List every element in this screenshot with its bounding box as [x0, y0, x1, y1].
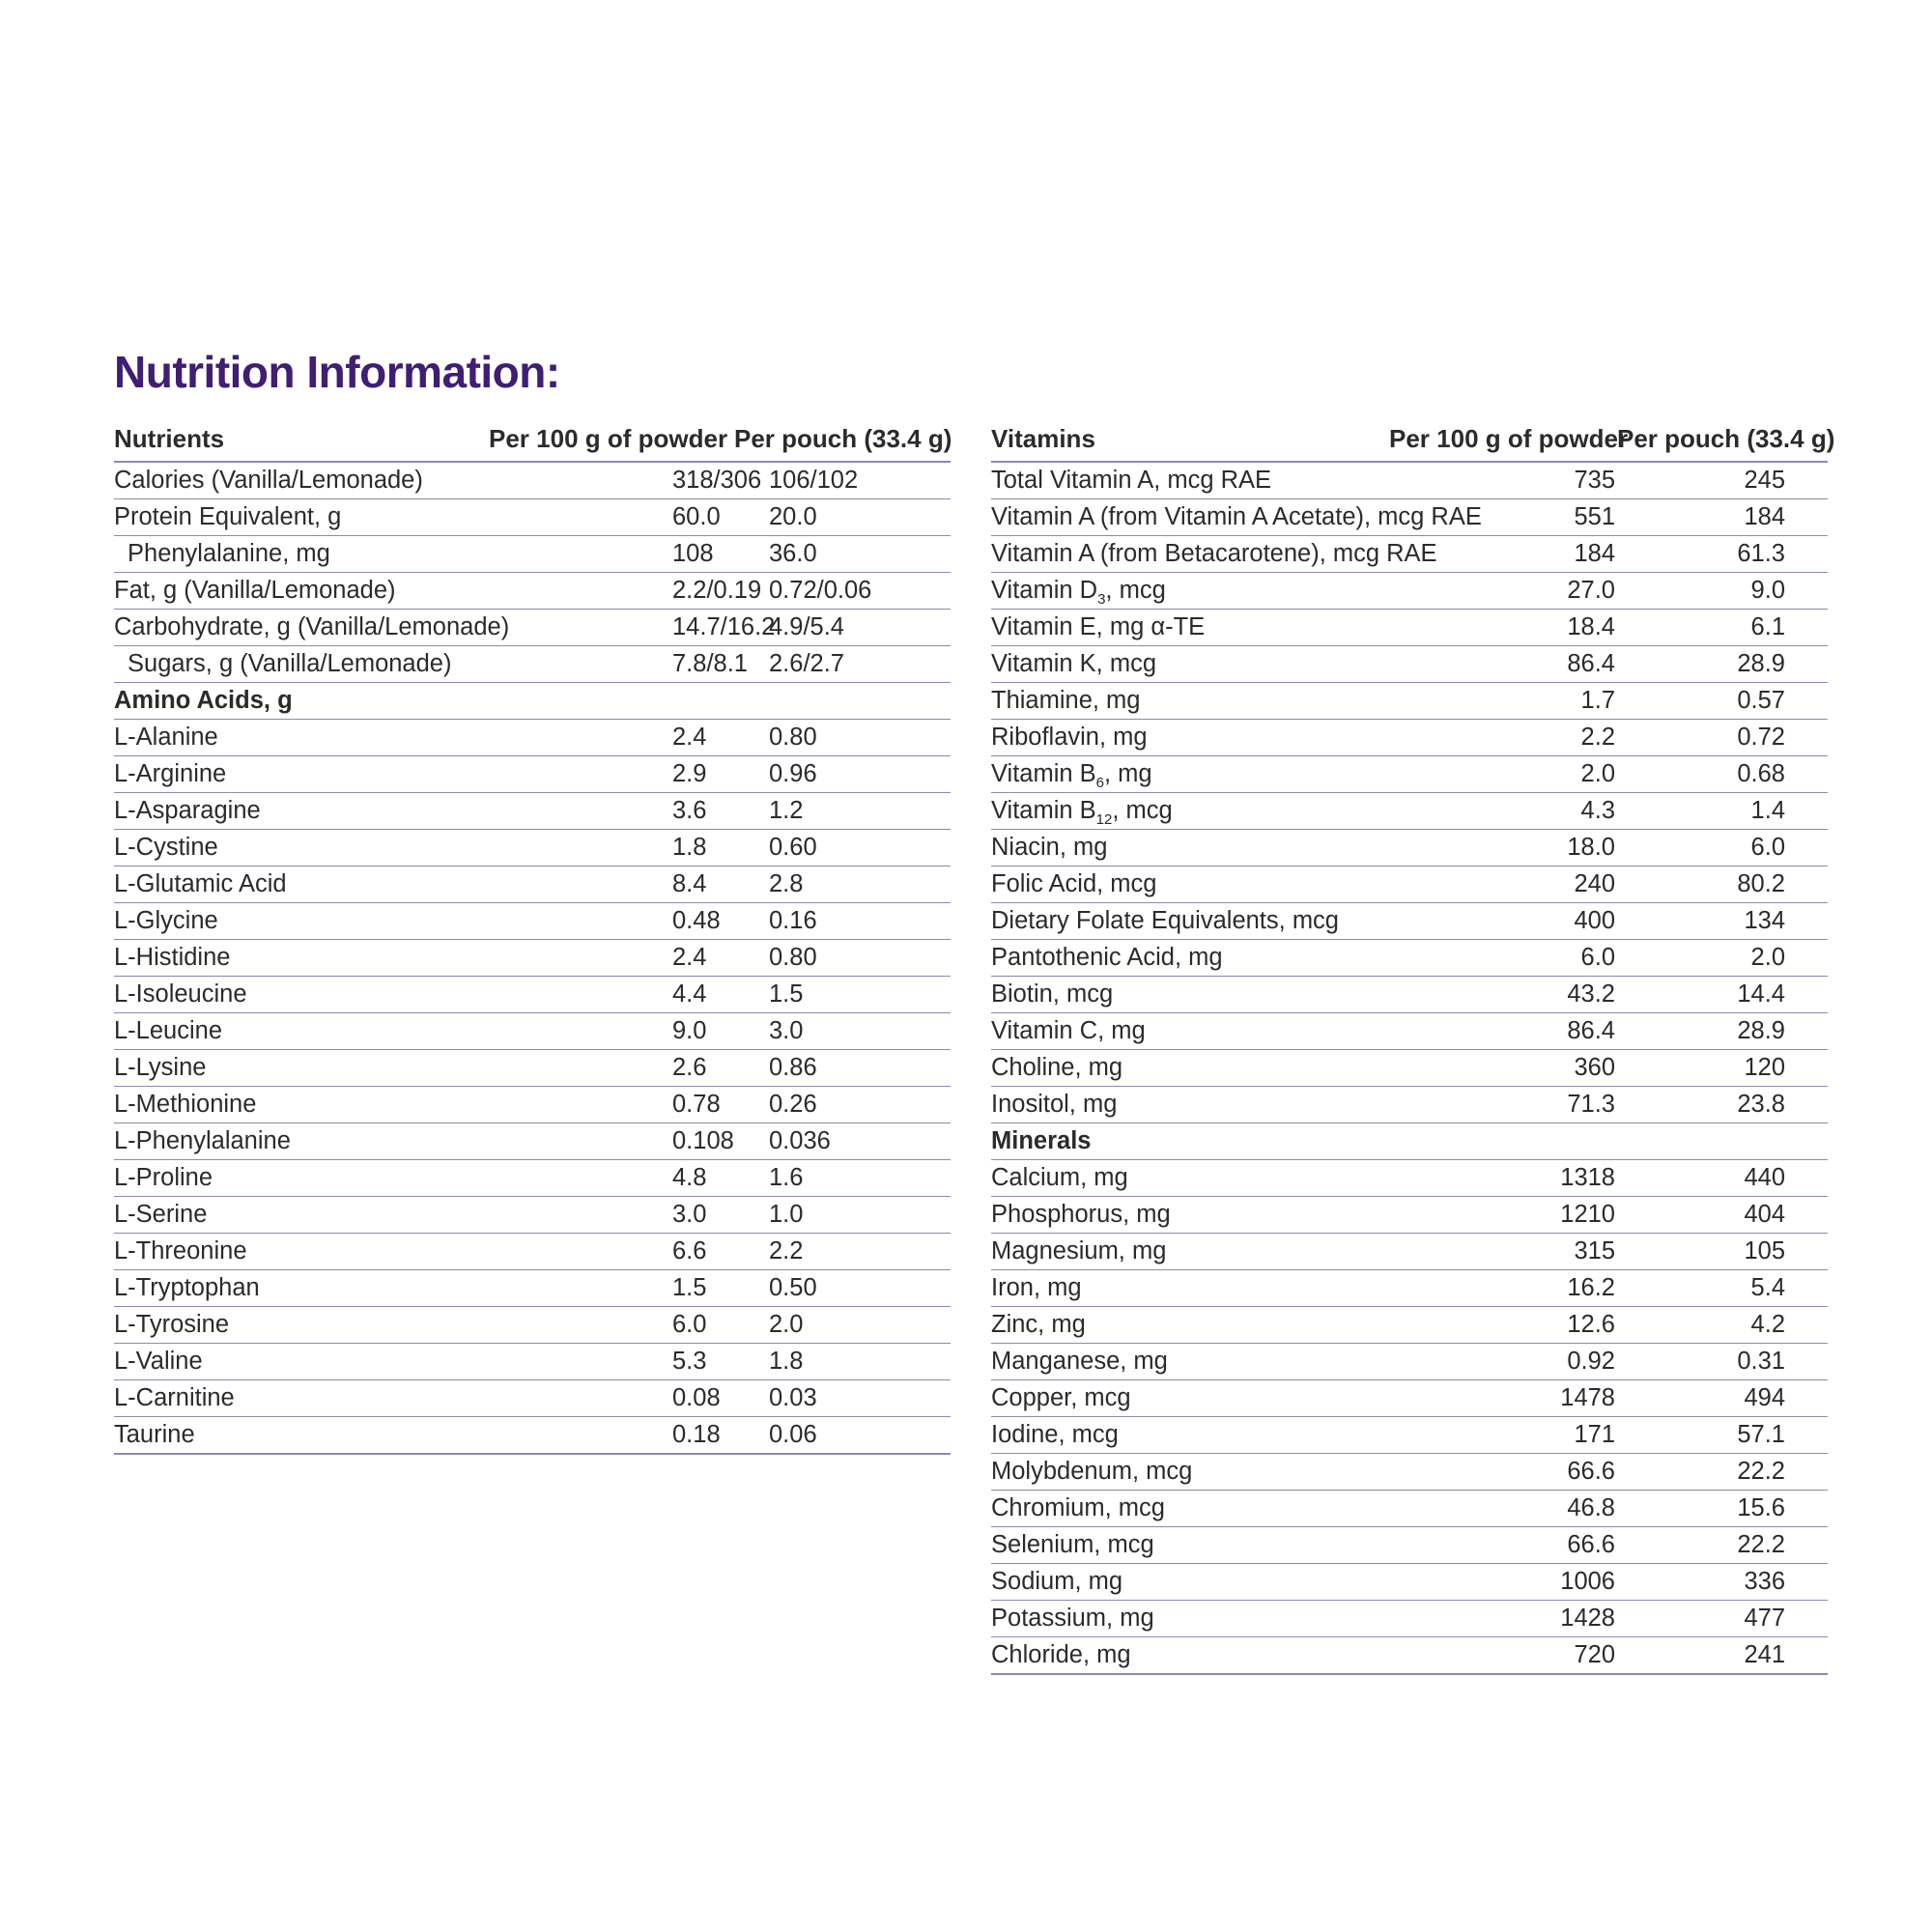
table-row	[114, 1013, 951, 1050]
table-row	[114, 1270, 951, 1307]
table-row	[991, 1344, 1828, 1380]
nutrient-label: Vitamin E, mg α-TE	[991, 610, 1323, 646]
nutrient-label: L-Proline	[114, 1160, 489, 1197]
table-row	[114, 1307, 951, 1344]
per-pouch-value: 245	[1615, 462, 1828, 499]
table-row	[991, 1123, 1828, 1160]
table-row	[991, 1491, 1828, 1527]
nutrient-label: L-Lysine	[114, 1050, 489, 1087]
per-pouch-value: 1.6	[734, 1160, 951, 1197]
table-row	[991, 867, 1828, 903]
nutrient-label: Vitamin A (from Vitamin A Acetate), mcg RAE	[991, 499, 1323, 536]
nutrient-label: Fat, g (Vanilla/Lemonade)	[114, 573, 489, 610]
per-pouch-value: 0.80	[734, 940, 951, 977]
nutrient-label: L-Tyrosine	[114, 1307, 489, 1344]
per-100g-value: 720	[1323, 1637, 1615, 1675]
per-pouch-value: 0.86	[734, 1050, 951, 1087]
per-100g-value: 16.2	[1323, 1270, 1615, 1307]
table-row	[991, 610, 1828, 646]
table-row	[991, 1160, 1828, 1197]
table-row	[114, 462, 951, 499]
table-row	[114, 1087, 951, 1123]
per-pouch-value: 20.0	[734, 499, 951, 536]
per-100g-value: 2.4	[489, 940, 734, 977]
nutrient-label: L-Phenylalanine	[114, 1123, 489, 1160]
per-100g-value: 2.2/0.19	[489, 573, 734, 610]
per-100g-value: 184	[1323, 536, 1615, 573]
vitamins-header-row	[991, 417, 1828, 462]
nutrient-label: Calcium, mg	[991, 1160, 1323, 1197]
per-pouch-value: 120	[1615, 1050, 1828, 1087]
per-100g-value: 3.0	[489, 1197, 734, 1234]
per-100g-value: 5.3	[489, 1344, 734, 1380]
nutrients-header-row	[114, 417, 951, 462]
per-100g-value: 12.6	[1323, 1307, 1615, 1344]
per-pouch-value: 22.2	[1615, 1527, 1828, 1564]
table-row	[991, 1270, 1828, 1307]
per-pouch-value: 61.3	[1615, 536, 1828, 573]
nutrient-label: Iron, mg	[991, 1270, 1323, 1307]
table-row	[991, 977, 1828, 1013]
per-100g-value: 1428	[1323, 1601, 1615, 1637]
per-100g-value: 1210	[1323, 1197, 1615, 1234]
section-heading: Minerals	[991, 1123, 1323, 1160]
nutrient-label: Iodine, mcg	[991, 1417, 1323, 1454]
per-100g-value: 4.8	[489, 1160, 734, 1197]
per-pouch-value: 0.16	[734, 903, 951, 940]
per-100g-value: 18.4	[1323, 610, 1615, 646]
per-pouch-value: 2.2	[734, 1234, 951, 1270]
per-pouch-value: 404	[1615, 1197, 1828, 1234]
per-pouch-value: 0.72	[1615, 720, 1828, 756]
per-100g-value	[489, 683, 734, 720]
per-100g-value: 6.0	[489, 1307, 734, 1344]
nutrient-label: Selenium, mcg	[991, 1527, 1323, 1564]
per-pouch-value: 6.0	[1615, 830, 1828, 867]
nutrient-label: Taurine	[114, 1417, 489, 1455]
per-100g-value: 400	[1323, 903, 1615, 940]
per-100g-value: 86.4	[1323, 1013, 1615, 1050]
per-pouch-value: 57.1	[1615, 1417, 1828, 1454]
per-100g-value: 0.108	[489, 1123, 734, 1160]
per-pouch-value: 2.0	[734, 1307, 951, 1344]
per-100g-value: 2.0	[1323, 756, 1615, 793]
per-pouch-value: 4.9/5.4	[734, 610, 951, 646]
per-100g-value: 0.92	[1323, 1344, 1615, 1380]
per-pouch-value: 0.72/0.06	[734, 573, 951, 610]
nutrient-label: Vitamin $B_6$, mg	[991, 756, 1323, 793]
nutrient-label: Vitamin $D_3$, mcg	[991, 573, 1323, 610]
per-100g-value: 3.6	[489, 793, 734, 830]
nutrient-label: L-Carnitine	[114, 1380, 489, 1417]
per-100g-value: 2.9	[489, 756, 734, 793]
nutrient-label: L-Methionine	[114, 1087, 489, 1123]
per-100g-value: 1.8	[489, 830, 734, 867]
per-100g-value: 360	[1323, 1050, 1615, 1087]
table-row	[114, 830, 951, 867]
nutrient-label: L-Histidine	[114, 940, 489, 977]
per-pouch-value: 22.2	[1615, 1454, 1828, 1491]
per-pouch-value: 1.8	[734, 1344, 951, 1380]
column-header-per-pouch: Per pouch (33.4 g)	[1615, 417, 1828, 462]
per-pouch-value: 336	[1615, 1564, 1828, 1601]
nutrient-label: Carbohydrate, g (Vanilla/Lemonade)	[114, 610, 489, 646]
per-pouch-value: 477	[1615, 1601, 1828, 1637]
nutrient-label: Choline, mg	[991, 1050, 1323, 1087]
table-row	[114, 720, 951, 756]
table-row	[991, 793, 1828, 830]
per-pouch-value: 1.0	[734, 1197, 951, 1234]
table-row	[114, 499, 951, 536]
per-pouch-value: 80.2	[1615, 867, 1828, 903]
table-row	[114, 573, 951, 610]
per-100g-value: 315	[1323, 1234, 1615, 1270]
column-header-nutrients: Nutrients	[114, 417, 489, 462]
nutrient-label: Riboflavin, mg	[991, 720, 1323, 756]
per-100g-value: 108	[489, 536, 734, 573]
nutrient-label: L-Glutamic Acid	[114, 867, 489, 903]
per-100g-value: 551	[1323, 499, 1615, 536]
nutrient-label: Chloride, mg	[991, 1637, 1323, 1675]
table-row	[991, 830, 1828, 867]
nutrient-label: Molybdenum, mcg	[991, 1454, 1323, 1491]
nutrient-label: Dietary Folate Equivalents, mcg	[991, 903, 1323, 940]
per-pouch-value	[734, 683, 951, 720]
table-row	[991, 1234, 1828, 1270]
nutrient-label: Potassium, mg	[991, 1601, 1323, 1637]
nutrient-label: Chromium, mcg	[991, 1491, 1323, 1527]
per-100g-value: 2.6	[489, 1050, 734, 1087]
nutrient-label: L-Valine	[114, 1344, 489, 1380]
per-100g-value: 66.6	[1323, 1527, 1615, 1564]
column-header-per-100g: Per 100 g of powder	[1323, 417, 1615, 462]
table-row	[114, 646, 951, 683]
per-100g-value: 8.4	[489, 867, 734, 903]
nutrient-label: L-Isoleucine	[114, 977, 489, 1013]
per-100g-value: 1.5	[489, 1270, 734, 1307]
table-row	[114, 683, 951, 720]
per-100g-value: 1006	[1323, 1564, 1615, 1601]
per-100g-value: 735	[1323, 462, 1615, 499]
nutrient-label: Niacin, mg	[991, 830, 1323, 867]
per-pouch-value: 0.03	[734, 1380, 951, 1417]
per-100g-value: 14.7/16.2	[489, 610, 734, 646]
table-row	[991, 683, 1828, 720]
per-pouch-value: 2.0	[1615, 940, 1828, 977]
per-100g-value: 18.0	[1323, 830, 1615, 867]
per-pouch-value: 2.8	[734, 867, 951, 903]
table-row	[991, 1087, 1828, 1123]
table-row	[991, 756, 1828, 793]
nutrient-label: Protein Equivalent, g	[114, 499, 489, 536]
table-row	[114, 1417, 951, 1455]
per-pouch-value: 28.9	[1615, 1013, 1828, 1050]
per-100g-value: 171	[1323, 1417, 1615, 1454]
per-pouch-value: 241	[1615, 1637, 1828, 1675]
per-pouch-value: 1.4	[1615, 793, 1828, 830]
nutrient-label: Copper, mcg	[991, 1380, 1323, 1417]
per-100g-value: 71.3	[1323, 1087, 1615, 1123]
nutrient-label: Calories (Vanilla/Lemonade)	[114, 462, 489, 499]
per-pouch-value: 36.0	[734, 536, 951, 573]
per-pouch-value: 494	[1615, 1380, 1828, 1417]
table-row	[991, 1050, 1828, 1087]
table-row	[991, 1454, 1828, 1491]
table-row	[991, 646, 1828, 683]
nutrient-label: L-Glycine	[114, 903, 489, 940]
table-row	[114, 536, 951, 573]
per-pouch-value: 0.60	[734, 830, 951, 867]
table-row	[114, 1344, 951, 1380]
table-row	[114, 1050, 951, 1087]
per-pouch-value: 0.80	[734, 720, 951, 756]
table-row	[991, 1637, 1828, 1675]
nutrient-label: L-Threonine	[114, 1234, 489, 1270]
table-row	[991, 940, 1828, 977]
table-row	[991, 536, 1828, 573]
table-row	[114, 867, 951, 903]
table-row	[114, 1197, 951, 1234]
table-row	[114, 977, 951, 1013]
per-100g-value: 1478	[1323, 1380, 1615, 1417]
nutrient-label: Sodium, mg	[991, 1564, 1323, 1601]
per-100g-value: 0.08	[489, 1380, 734, 1417]
per-pouch-value: 0.31	[1615, 1344, 1828, 1380]
per-pouch-value: 2.6/2.7	[734, 646, 951, 683]
per-100g-value: 66.6	[1323, 1454, 1615, 1491]
table-row	[991, 1527, 1828, 1564]
nutrient-label: Magnesium, mg	[991, 1234, 1323, 1270]
column-header-per-pouch: Per pouch (33.4 g)	[734, 417, 951, 462]
column-header-per-100g: Per 100 g of powder	[489, 417, 734, 462]
per-100g-value: 46.8	[1323, 1491, 1615, 1527]
nutrient-label: Folic Acid, mcg	[991, 867, 1323, 903]
per-100g-value: 2.2	[1323, 720, 1615, 756]
per-100g-value: 1.7	[1323, 683, 1615, 720]
nutrient-label: Vitamin K, mcg	[991, 646, 1323, 683]
nutrient-label: Vitamin $B_{12}$, mcg	[991, 793, 1323, 830]
table-row	[114, 793, 951, 830]
nutrient-label: Biotin, mcg	[991, 977, 1323, 1013]
nutrient-label: Sugars, g (Vanilla/Lemonade)	[114, 646, 489, 683]
per-pouch-value: 184	[1615, 499, 1828, 536]
per-100g-value: 0.48	[489, 903, 734, 940]
per-pouch-value: 0.96	[734, 756, 951, 793]
per-pouch-value: 28.9	[1615, 646, 1828, 683]
per-100g-value: 4.4	[489, 977, 734, 1013]
per-pouch-value: 15.6	[1615, 1491, 1828, 1527]
page-title: Nutrition Information:	[114, 347, 560, 397]
nutrient-label: Vitamin A (from Betacarotene), mcg RAE	[991, 536, 1323, 573]
per-100g-value: 6.6	[489, 1234, 734, 1270]
nutrient-label: Inositol, mg	[991, 1087, 1323, 1123]
table-row	[114, 940, 951, 977]
per-pouch-value: 0.50	[734, 1270, 951, 1307]
per-100g-value: 0.18	[489, 1417, 734, 1455]
per-100g-value: 6.0	[1323, 940, 1615, 977]
nutrients-table	[114, 417, 951, 1455]
table-row	[114, 1160, 951, 1197]
table-row	[991, 1601, 1828, 1637]
table-row	[114, 756, 951, 793]
nutrient-label: L-Tryptophan	[114, 1270, 489, 1307]
per-pouch-value: 23.8	[1615, 1087, 1828, 1123]
nutrient-label: Pantothenic Acid, mg	[991, 940, 1323, 977]
per-pouch-value: 105	[1615, 1234, 1828, 1270]
per-100g-value: 0.78	[489, 1087, 734, 1123]
nutrient-label: Thiamine, mg	[991, 683, 1323, 720]
per-100g-value: 60.0	[489, 499, 734, 536]
table-row	[991, 1417, 1828, 1454]
table-row	[991, 903, 1828, 940]
nutrient-label: L-Cystine	[114, 830, 489, 867]
per-pouch-value: 14.4	[1615, 977, 1828, 1013]
table-row	[991, 1307, 1828, 1344]
table-row	[991, 499, 1828, 536]
per-pouch-value: 1.5	[734, 977, 951, 1013]
table-row	[991, 1013, 1828, 1050]
per-100g-value: 318/306	[489, 462, 734, 499]
per-100g-value: 9.0	[489, 1013, 734, 1050]
per-pouch-value: 5.4	[1615, 1270, 1828, 1307]
nutrient-label: Manganese, mg	[991, 1344, 1323, 1380]
per-100g-value: 2.4	[489, 720, 734, 756]
column-header-vitamins: Vitamins	[991, 417, 1323, 462]
table-row	[991, 462, 1828, 499]
per-100g-value: 43.2	[1323, 977, 1615, 1013]
per-pouch-value: 134	[1615, 903, 1828, 940]
per-100g-value: 7.8/8.1	[489, 646, 734, 683]
nutrient-label: Zinc, mg	[991, 1307, 1323, 1344]
table-row	[114, 1234, 951, 1270]
table-row	[114, 903, 951, 940]
nutrient-label: Phenylalanine, mg	[114, 536, 489, 573]
per-100g-value: 86.4	[1323, 646, 1615, 683]
nutrient-label: Vitamin C, mg	[991, 1013, 1323, 1050]
per-100g-value: 1318	[1323, 1160, 1615, 1197]
table-row	[991, 573, 1828, 610]
table-row	[991, 1197, 1828, 1234]
per-100g-value: 27.0	[1323, 573, 1615, 610]
per-100g-value: 4.3	[1323, 793, 1615, 830]
vitamins-minerals-table	[991, 417, 1835, 1675]
nutrient-label: L-Asparagine	[114, 793, 489, 830]
table-row	[991, 720, 1828, 756]
section-heading: Amino Acids, g	[114, 683, 489, 720]
nutrient-label: Phosphorus, mg	[991, 1197, 1323, 1234]
nutrient-label: L-Alanine	[114, 720, 489, 756]
per-pouch-value: 1.2	[734, 793, 951, 830]
per-pouch-value: 0.06	[734, 1417, 951, 1455]
per-pouch-value: 0.68	[1615, 756, 1828, 793]
nutrient-label: L-Arginine	[114, 756, 489, 793]
per-pouch-value: 106/102	[734, 462, 951, 499]
table-row	[114, 1123, 951, 1160]
per-pouch-value	[1615, 1123, 1828, 1160]
table-row	[114, 1380, 951, 1417]
per-pouch-value: 0.036	[734, 1123, 951, 1160]
nutrient-label: L-Leucine	[114, 1013, 489, 1050]
per-pouch-value: 3.0	[734, 1013, 951, 1050]
table-row	[114, 610, 951, 646]
per-pouch-value: 9.0	[1615, 573, 1828, 610]
nutrient-label: L-Serine	[114, 1197, 489, 1234]
per-pouch-value: 0.26	[734, 1087, 951, 1123]
per-100g-value: 240	[1323, 867, 1615, 903]
table-row	[991, 1380, 1828, 1417]
per-pouch-value: 0.57	[1615, 683, 1828, 720]
per-100g-value	[1323, 1123, 1615, 1160]
per-pouch-value: 440	[1615, 1160, 1828, 1197]
per-pouch-value: 6.1	[1615, 610, 1828, 646]
nutrient-label: Total Vitamin A, mcg RAE	[991, 462, 1323, 499]
per-pouch-value: 4.2	[1615, 1307, 1828, 1344]
table-row	[991, 1564, 1828, 1601]
